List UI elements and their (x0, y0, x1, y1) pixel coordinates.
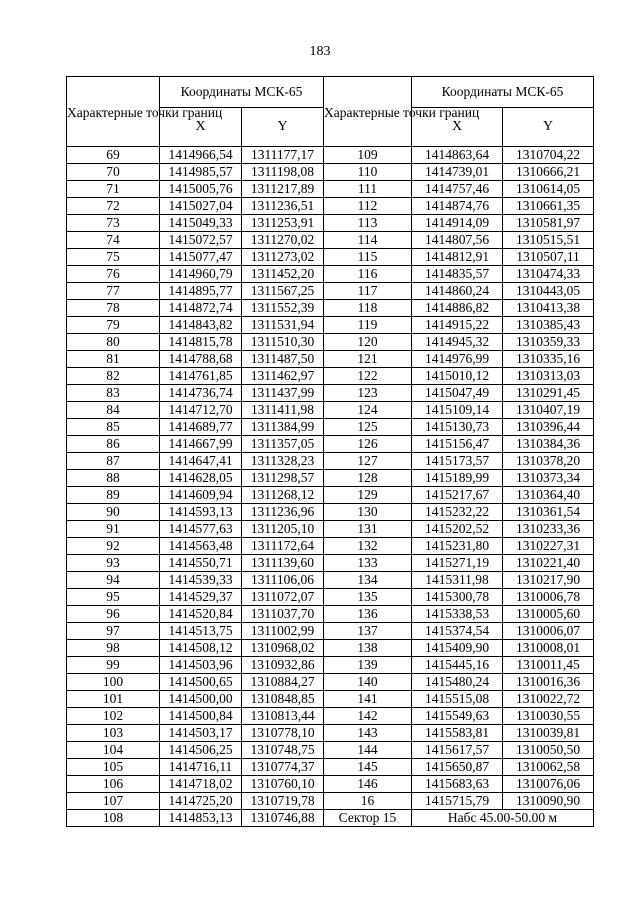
y-coordinate-right: 1310364,40 (503, 487, 594, 504)
point-number-right: 115 (324, 249, 412, 266)
x-coordinate-left: 1414529,37 (160, 589, 242, 606)
x-coordinate-left: 1414609,94 (160, 487, 242, 504)
x-coordinate-right: 1415445,16 (412, 657, 503, 674)
point-number-right: 132 (324, 538, 412, 555)
y-coordinate-left: 1310932,86 (242, 657, 324, 674)
x-coordinate-right: 1415189,99 (412, 470, 503, 487)
y-coordinate-left: 1310774,37 (242, 759, 324, 776)
x-coordinate-right: 1414863,64 (412, 147, 503, 164)
x-coordinate-left: 1414736,74 (160, 385, 242, 402)
point-number-left: 78 (67, 300, 160, 317)
point-number-left: 99 (67, 657, 160, 674)
x-coordinate-right: 1415109,14 (412, 402, 503, 419)
x-coordinate-right: 1415156,47 (412, 436, 503, 453)
y-coordinate-left: 1311198,08 (242, 164, 324, 181)
point-number-right: 138 (324, 640, 412, 657)
y-coordinate-left: 1311106,06 (242, 572, 324, 589)
point-number-right: 112 (324, 198, 412, 215)
point-number-right: 133 (324, 555, 412, 572)
table-row (67, 572, 594, 589)
point-number-left: 83 (67, 385, 160, 402)
x-coordinate-left: 1414815,78 (160, 334, 242, 351)
point-number-left: 79 (67, 317, 160, 334)
point-number-left: 91 (67, 521, 160, 538)
y-coordinate-left: 1311328,23 (242, 453, 324, 470)
table-row (67, 725, 594, 742)
y-coordinate-right: 1310373,34 (503, 470, 594, 487)
y-coordinate-left: 1311172,64 (242, 538, 324, 555)
y-coordinate-left: 1311384,99 (242, 419, 324, 436)
y-coordinate-right: 1310039,81 (503, 725, 594, 742)
point-number-right: 146 (324, 776, 412, 793)
y-coordinate-right: 1310016,36 (503, 674, 594, 691)
y-coordinate-right: 1310359,33 (503, 334, 594, 351)
point-number-right: 127 (324, 453, 412, 470)
y-coordinate-right: 1310011,45 (503, 657, 594, 674)
y-coordinate-left: 1311411,98 (242, 402, 324, 419)
y-coordinate-left: 1310778,10 (242, 725, 324, 742)
x-coordinate-right: 1415311,98 (412, 572, 503, 589)
header-x-left: X (160, 108, 242, 147)
table-header-row-1 (67, 77, 594, 108)
point-number-right: 16 (324, 793, 412, 810)
y-coordinate-left: 1311270,02 (242, 232, 324, 249)
table-row (67, 470, 594, 487)
y-coordinate-left: 1310760,10 (242, 776, 324, 793)
y-coordinate-left: 1311462,97 (242, 368, 324, 385)
y-coordinate-right: 1310384,36 (503, 436, 594, 453)
point-number-right: 144 (324, 742, 412, 759)
x-coordinate-right: 1414757,46 (412, 181, 503, 198)
y-coordinate-right: 1310217,90 (503, 572, 594, 589)
point-number-left: 88 (67, 470, 160, 487)
point-number-left: 69 (67, 147, 160, 164)
x-coordinate-left: 1414718,02 (160, 776, 242, 793)
y-coordinate-left: 1311139,60 (242, 555, 324, 572)
table-row (67, 181, 594, 198)
x-coordinate-right: 1414812,91 (412, 249, 503, 266)
point-number-right: 116 (324, 266, 412, 283)
x-coordinate-right: 1415010,12 (412, 368, 503, 385)
x-coordinate-right: 1414886,82 (412, 300, 503, 317)
y-coordinate-right: 1310666,21 (503, 164, 594, 181)
x-coordinate-right: 1415130,73 (412, 419, 503, 436)
x-coordinate-right: 1414914,09 (412, 215, 503, 232)
y-coordinate-left: 1310746,88 (242, 810, 324, 827)
x-coordinate-left: 1414506,25 (160, 742, 242, 759)
x-coordinate-left: 1414985,57 (160, 164, 242, 181)
point-number-left: 106 (67, 776, 160, 793)
x-coordinate-right: 1415271,19 (412, 555, 503, 572)
x-coordinate-left: 1414966,54 (160, 147, 242, 164)
header-coords-right: Координаты МСК-65 (412, 77, 594, 108)
x-coordinate-right: 1414976,99 (412, 351, 503, 368)
x-coordinate-left: 1414508,12 (160, 640, 242, 657)
y-coordinate-right: 1310614,05 (503, 181, 594, 198)
point-number-right: 123 (324, 385, 412, 402)
table-row (67, 368, 594, 385)
table-row (67, 793, 594, 810)
x-coordinate-left: 1414520,84 (160, 606, 242, 623)
x-coordinate-right: 1415409,90 (412, 640, 503, 657)
y-coordinate-right: 1310385,43 (503, 317, 594, 334)
x-coordinate-right: 1415617,57 (412, 742, 503, 759)
header-char-points-right: Характерные точки границ (324, 77, 412, 147)
y-coordinate-right: 1310050,50 (503, 742, 594, 759)
point-number-left: 84 (67, 402, 160, 419)
point-number-right: 126 (324, 436, 412, 453)
y-coordinate-left: 1310813,44 (242, 708, 324, 725)
point-number-left: 74 (67, 232, 160, 249)
header-x-right: X (412, 108, 503, 147)
x-coordinate-left: 1414872,74 (160, 300, 242, 317)
y-coordinate-right: 1310361,54 (503, 504, 594, 521)
x-coordinate-right: 1414807,56 (412, 232, 503, 249)
table-row (67, 759, 594, 776)
table-row (67, 198, 594, 215)
x-coordinate-right: 1415374,54 (412, 623, 503, 640)
y-coordinate-left: 1311452,20 (242, 266, 324, 283)
y-coordinate-left: 1310884,27 (242, 674, 324, 691)
point-number-right: 139 (324, 657, 412, 674)
x-coordinate-right: 1414860,24 (412, 283, 503, 300)
point-number-left: 81 (67, 351, 160, 368)
x-coordinate-left: 1414503,17 (160, 725, 242, 742)
table-row (67, 436, 594, 453)
table-row (67, 691, 594, 708)
x-coordinate-left: 1414853,13 (160, 810, 242, 827)
y-coordinate-left: 1311253,91 (242, 215, 324, 232)
point-number-left: 100 (67, 674, 160, 691)
point-number-right: 113 (324, 215, 412, 232)
x-coordinate-right: 1415217,67 (412, 487, 503, 504)
x-coordinate-right: 1415300,78 (412, 589, 503, 606)
point-number-right: 121 (324, 351, 412, 368)
x-coordinate-right: 1415650,87 (412, 759, 503, 776)
point-number-left: 70 (67, 164, 160, 181)
x-coordinate-left: 1414716,11 (160, 759, 242, 776)
x-coordinate-right: 1415715,79 (412, 793, 503, 810)
x-coordinate-left: 1415072,57 (160, 232, 242, 249)
point-number-left: 73 (67, 215, 160, 232)
point-number-left: 90 (67, 504, 160, 521)
y-coordinate-right: 1310227,31 (503, 538, 594, 555)
x-coordinate-left: 1414513,75 (160, 623, 242, 640)
table-row (67, 640, 594, 657)
y-coordinate-right: 1310221,40 (503, 555, 594, 572)
table-row (67, 623, 594, 640)
table-row (67, 215, 594, 232)
x-coordinate-left: 1414500,00 (160, 691, 242, 708)
table-row (67, 657, 594, 674)
point-number-right: 130 (324, 504, 412, 521)
y-coordinate-right: 1310291,45 (503, 385, 594, 402)
point-number-left: 105 (67, 759, 160, 776)
y-coordinate-left: 1311037,70 (242, 606, 324, 623)
table-row (67, 776, 594, 793)
y-coordinate-left: 1310968,02 (242, 640, 324, 657)
x-coordinate-right: 1415173,57 (412, 453, 503, 470)
table-row (67, 708, 594, 725)
y-coordinate-left: 1311510,30 (242, 334, 324, 351)
point-number-left: 76 (67, 266, 160, 283)
point-number-right: 117 (324, 283, 412, 300)
x-coordinate-right: 1415338,53 (412, 606, 503, 623)
table-row (67, 487, 594, 504)
table-row (67, 742, 594, 759)
table-row (67, 283, 594, 300)
y-coordinate-right: 1310378,20 (503, 453, 594, 470)
point-number-left: 89 (67, 487, 160, 504)
y-coordinate-right: 1310396,44 (503, 419, 594, 436)
x-coordinate-left: 1415049,33 (160, 215, 242, 232)
y-coordinate-left: 1311273,02 (242, 249, 324, 266)
point-number-left: 93 (67, 555, 160, 572)
point-number-right: 142 (324, 708, 412, 725)
point-number-left: 96 (67, 606, 160, 623)
table-row (67, 351, 594, 368)
y-coordinate-left: 1311236,51 (242, 198, 324, 215)
table-row (67, 674, 594, 691)
x-coordinate-right: 1415202,52 (412, 521, 503, 538)
x-coordinate-right: 1415683,63 (412, 776, 503, 793)
y-coordinate-left: 1310848,85 (242, 691, 324, 708)
x-coordinate-left: 1414788,68 (160, 351, 242, 368)
table-row (67, 504, 594, 521)
point-number-left: 97 (67, 623, 160, 640)
point-number-left: 85 (67, 419, 160, 436)
point-number-right: 128 (324, 470, 412, 487)
point-number-right: 125 (324, 419, 412, 436)
point-number-right: 124 (324, 402, 412, 419)
table-row (67, 453, 594, 470)
y-coordinate-left: 1311357,05 (242, 436, 324, 453)
y-coordinate-right: 1310413,38 (503, 300, 594, 317)
x-coordinate-left: 1414550,71 (160, 555, 242, 572)
x-coordinate-left: 1414843,82 (160, 317, 242, 334)
x-coordinate-left: 1414725,20 (160, 793, 242, 810)
table-row (67, 266, 594, 283)
y-coordinate-right: 1310515,51 (503, 232, 594, 249)
table-row (67, 606, 594, 623)
y-coordinate-right: 1310062,58 (503, 759, 594, 776)
y-coordinate-right: 1310335,16 (503, 351, 594, 368)
y-coordinate-left: 1310748,75 (242, 742, 324, 759)
y-coordinate-right: 1310407,19 (503, 402, 594, 419)
point-number-right: 129 (324, 487, 412, 504)
x-coordinate-left: 1414667,99 (160, 436, 242, 453)
y-coordinate-right: 1310005,60 (503, 606, 594, 623)
point-number-right: 141 (324, 691, 412, 708)
table-row (67, 147, 594, 164)
point-number-right: 145 (324, 759, 412, 776)
point-number-right: 143 (324, 725, 412, 742)
point-number-right: 118 (324, 300, 412, 317)
y-coordinate-right: 1310443,05 (503, 283, 594, 300)
point-number-left: 80 (67, 334, 160, 351)
x-coordinate-right: 1415515,08 (412, 691, 503, 708)
header-char-points-left: Характерные точки границ (67, 77, 160, 147)
point-number-left: 72 (67, 198, 160, 215)
x-coordinate-right: 1414874,76 (412, 198, 503, 215)
table-row (67, 300, 594, 317)
point-number-left: 87 (67, 453, 160, 470)
point-number-right: 136 (324, 606, 412, 623)
page-number: 183 (309, 44, 331, 59)
header-y-left: Y (242, 108, 324, 147)
y-coordinate-right: 1310006,07 (503, 623, 594, 640)
x-coordinate-left: 1414895,77 (160, 283, 242, 300)
table-row (67, 232, 594, 249)
point-number-left: 104 (67, 742, 160, 759)
point-number-right: 114 (324, 232, 412, 249)
x-coordinate-left: 1414563,48 (160, 538, 242, 555)
header-y-right: Y (503, 108, 594, 147)
y-coordinate-right: 1310474,33 (503, 266, 594, 283)
point-number-left: 107 (67, 793, 160, 810)
y-coordinate-left: 1311298,57 (242, 470, 324, 487)
x-coordinate-right: 1414915,22 (412, 317, 503, 334)
y-coordinate-left: 1311072,07 (242, 589, 324, 606)
y-coordinate-left: 1311002,99 (242, 623, 324, 640)
x-coordinate-left: 1415005,76 (160, 181, 242, 198)
point-number-right: 134 (324, 572, 412, 589)
point-number-right: 110 (324, 164, 412, 181)
y-coordinate-right: 1310661,35 (503, 198, 594, 215)
table-row (67, 555, 594, 572)
point-number-left: 86 (67, 436, 160, 453)
x-coordinate-left: 1414628,05 (160, 470, 242, 487)
table-row (67, 419, 594, 436)
point-number-right: 135 (324, 589, 412, 606)
x-coordinate-left: 1415077,47 (160, 249, 242, 266)
y-coordinate-right: 1310006,78 (503, 589, 594, 606)
x-coordinate-left: 1414960,79 (160, 266, 242, 283)
table-row (67, 521, 594, 538)
point-number-left: 102 (67, 708, 160, 725)
y-coordinate-right: 1310507,11 (503, 249, 594, 266)
x-coordinate-left: 1414593,13 (160, 504, 242, 521)
point-number-right: 122 (324, 368, 412, 385)
y-coordinate-left: 1311531,94 (242, 317, 324, 334)
x-coordinate-left: 1414689,77 (160, 419, 242, 436)
y-coordinate-right: 1310233,36 (503, 521, 594, 538)
x-coordinate-right: 1415047,49 (412, 385, 503, 402)
x-coordinate-right: 1415583,81 (412, 725, 503, 742)
coordinates-table (66, 76, 594, 827)
point-number-left: 94 (67, 572, 160, 589)
y-coordinate-right: 1310076,06 (503, 776, 594, 793)
y-coordinate-left: 1311437,99 (242, 385, 324, 402)
y-coordinate-left: 1311552,39 (242, 300, 324, 317)
y-coordinate-left: 1311567,25 (242, 283, 324, 300)
x-coordinate-right: 1415232,22 (412, 504, 503, 521)
y-coordinate-right: 1310022,72 (503, 691, 594, 708)
point-number-left: 101 (67, 691, 160, 708)
x-coordinate-left: 1414539,33 (160, 572, 242, 589)
point-number-right: 111 (324, 181, 412, 198)
x-coordinate-left: 1415027,04 (160, 198, 242, 215)
height-note: Набс 45.00-50.00 м (412, 810, 594, 827)
x-coordinate-left: 1414647,41 (160, 453, 242, 470)
point-number-right: 140 (324, 674, 412, 691)
point-number-right: 119 (324, 317, 412, 334)
x-coordinate-left: 1414712,70 (160, 402, 242, 419)
x-coordinate-left: 1414503,96 (160, 657, 242, 674)
y-coordinate-right: 1310313,03 (503, 368, 594, 385)
point-number-right: 109 (324, 147, 412, 164)
y-coordinate-right: 1310704,22 (503, 147, 594, 164)
x-coordinate-right: 1414945,32 (412, 334, 503, 351)
x-coordinate-right: 1414739,01 (412, 164, 503, 181)
point-number-left: 75 (67, 249, 160, 266)
y-coordinate-left: 1311177,17 (242, 147, 324, 164)
y-coordinate-left: 1311268,12 (242, 487, 324, 504)
table-row (67, 385, 594, 402)
point-number-left: 95 (67, 589, 160, 606)
y-coordinate-right: 1310008,01 (503, 640, 594, 657)
y-coordinate-left: 1310719,78 (242, 793, 324, 810)
table-row (67, 317, 594, 334)
table-row (67, 249, 594, 266)
point-number-right: 120 (324, 334, 412, 351)
x-coordinate-right: 1415480,24 (412, 674, 503, 691)
y-coordinate-left: 1311487,50 (242, 351, 324, 368)
x-coordinate-left: 1414761,85 (160, 368, 242, 385)
y-coordinate-right: 1310581,97 (503, 215, 594, 232)
x-coordinate-left: 1414500,84 (160, 708, 242, 725)
x-coordinate-right: 1415549,63 (412, 708, 503, 725)
point-number-left: 77 (67, 283, 160, 300)
y-coordinate-right: 1310090,90 (503, 793, 594, 810)
point-number-left: 103 (67, 725, 160, 742)
table-row (67, 402, 594, 419)
x-coordinate-left: 1414577,63 (160, 521, 242, 538)
table-row (67, 589, 594, 606)
point-number-left: 71 (67, 181, 160, 198)
y-coordinate-right: 1310030,55 (503, 708, 594, 725)
x-coordinate-left: 1414500,65 (160, 674, 242, 691)
y-coordinate-left: 1311217,89 (242, 181, 324, 198)
table-row (67, 538, 594, 555)
x-coordinate-right: 1415231,80 (412, 538, 503, 555)
table-last-row (67, 810, 594, 827)
table-body (67, 147, 594, 827)
point-number-right: 131 (324, 521, 412, 538)
point-number-left: 82 (67, 368, 160, 385)
table-row (67, 334, 594, 351)
header-coords-left: Координаты МСК-65 (160, 77, 324, 108)
x-coordinate-right: 1414835,57 (412, 266, 503, 283)
point-number-left: 98 (67, 640, 160, 657)
sector-label: Сектор 15 (324, 810, 412, 827)
y-coordinate-left: 1311236,96 (242, 504, 324, 521)
point-number-left: 92 (67, 538, 160, 555)
y-coordinate-left: 1311205,10 (242, 521, 324, 538)
point-number-left: 108 (67, 810, 160, 827)
point-number-right: 137 (324, 623, 412, 640)
table-row (67, 164, 594, 181)
